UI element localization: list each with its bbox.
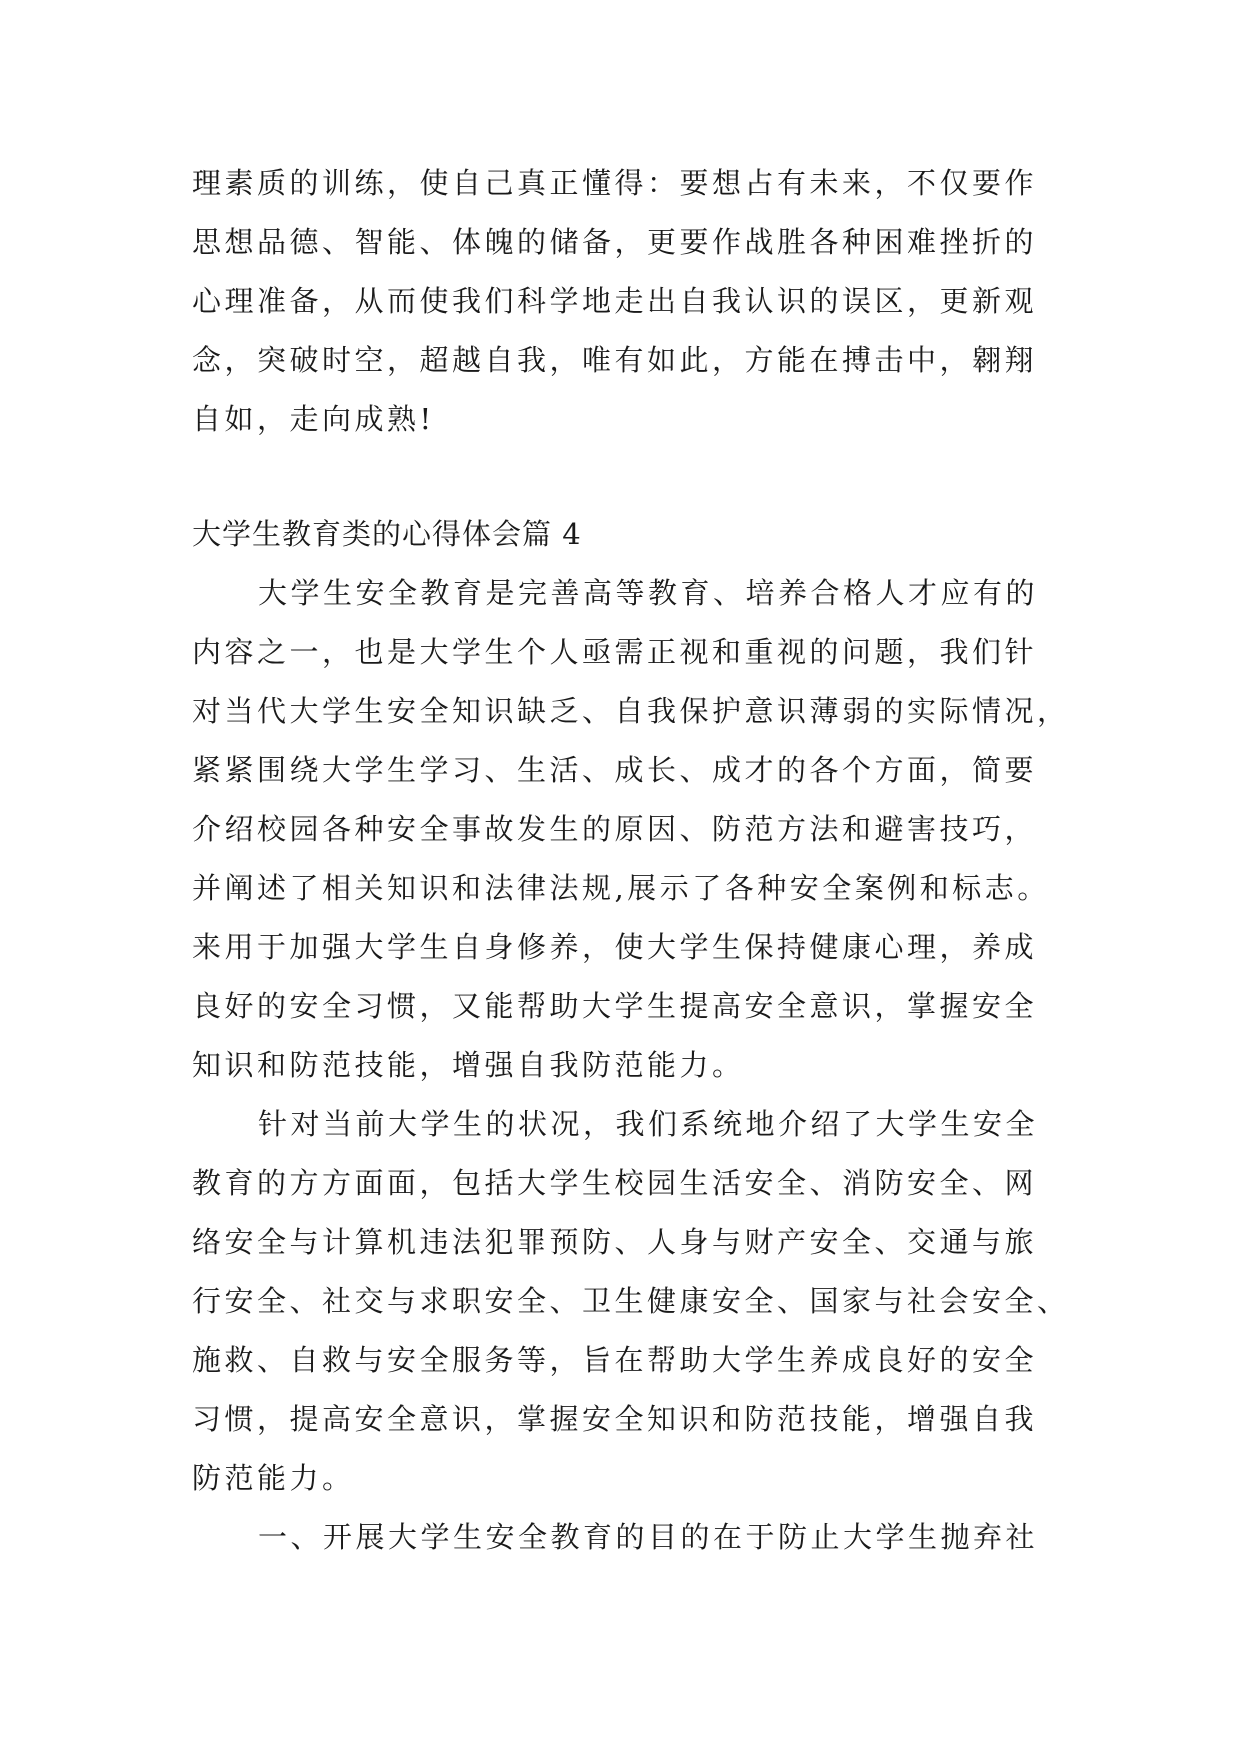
text-line: 思想品德、智能、体魄的储备，更要作战胜各种困难挫折的: [192, 225, 1038, 259]
text-line: 针对当前大学生的状况，我们系统地介绍了大学生安全: [258, 1107, 1039, 1141]
section-body: [192, 564, 1070, 1567]
text-line: 来用于加强大学生自身修养，使大学生保持健康心理，养成: [192, 930, 1038, 964]
paragraph-3: [192, 1508, 1052, 1567]
paragraph-1: [192, 564, 1070, 1095]
continuation-paragraph: [192, 154, 1052, 449]
section-heading-container: [192, 505, 1052, 564]
text-line: 教育的方方面面，包括大学生校园生活安全、消防安全、网: [192, 1166, 1038, 1200]
text-line: 防范能力。: [192, 1461, 355, 1495]
text-line: 对当代大学生安全知识缺乏、自我保护意识薄弱的实际情况，: [192, 694, 1070, 728]
text-line: 络安全与计算机违法犯罪预防、人身与财产安全、交通与旅: [192, 1225, 1038, 1259]
text-line: 习惯，提高安全意识，掌握安全知识和防范技能，增强自我: [192, 1402, 1038, 1436]
text-line: 良好的安全习惯，又能帮助大学生提高安全意识，掌握安全: [192, 989, 1038, 1023]
text-line: 施救、自救与安全服务等，旨在帮助大学生养成良好的安全: [192, 1343, 1038, 1377]
text-line: 一、开展大学生安全教育的目的在于防止大学生抛弃社: [258, 1520, 1039, 1554]
text-line: 介绍校园各种安全事故发生的原因、防范方法和避害技巧，: [192, 812, 1038, 846]
text-line: 知识和防范技能，增强自我防范能力。: [192, 1048, 745, 1082]
text-line: 理素质的训练，使自己真正懂得：要想占有未来，不仅要作: [192, 166, 1038, 200]
section-heading: 大学生教育类的心得体会篇 4: [192, 517, 582, 551]
text-line: 自如，走向成熟!: [192, 402, 435, 436]
text-line: 心理准备，从而使我们科学地走出自我认识的误区，更新观: [192, 284, 1038, 318]
paragraph-2: [192, 1095, 1070, 1508]
text-line: 紧紧围绕大学生学习、生活、成长、成才的各个方面，简要: [192, 753, 1038, 787]
text-line: 内容之一，也是大学生个人亟需正视和重视的问题，我们针: [192, 635, 1038, 669]
text-line: 行安全、社交与求职安全、卫生健康安全、国家与社会安全、: [192, 1284, 1070, 1318]
text-line: 大学生安全教育是完善高等教育、培养合格人才应有的: [258, 576, 1039, 610]
text-line: 并阐述了相关知识和法律法规,展示了各种安全案例和标志。: [192, 871, 1050, 905]
text-line: 念，突破时空，超越自我，唯有如此，方能在搏击中，翱翔: [192, 343, 1038, 377]
